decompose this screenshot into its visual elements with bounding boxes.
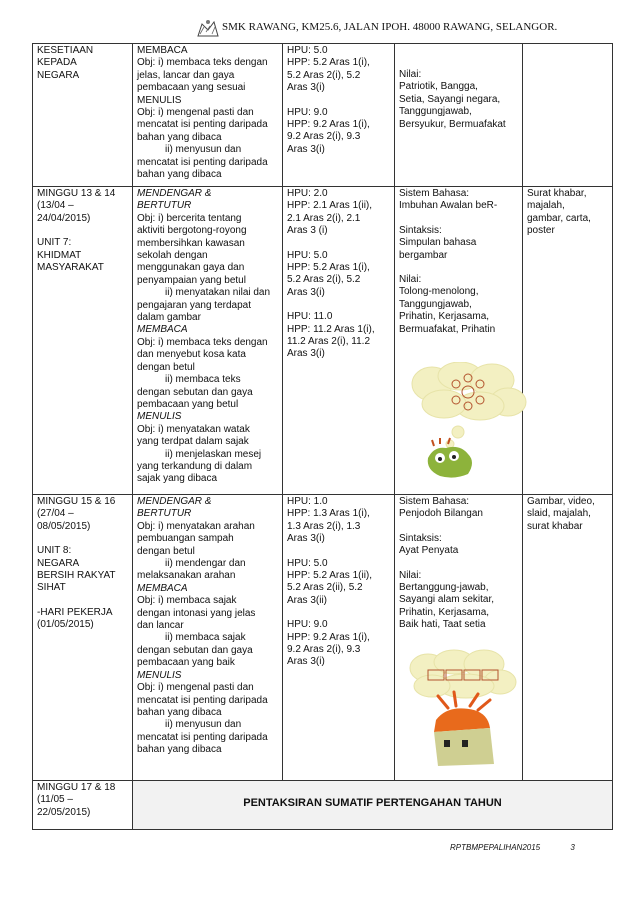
cell-line: 22/05/2015) [37, 806, 91, 818]
cell-line: Sistem Bahasa: [399, 496, 470, 507]
table-row [33, 44, 613, 187]
cell-line: HPP: 9.2 Aras 1(i), [287, 119, 370, 131]
cell-line: Setia, Sayangi negara, [399, 93, 501, 105]
cell-line: BERTUTUR [137, 508, 192, 520]
cell-line: ii) membaca sajak [165, 632, 246, 644]
cell-line: HPP: 5.2 Aras 1(i), [287, 57, 370, 69]
cell-line: HPU: 9.0 [287, 106, 328, 118]
cell-line: Nilai: [399, 569, 422, 581]
cell-line: HPU: 9.0 [287, 619, 328, 631]
cell-line: Prihatin, Kerjasama, [399, 311, 490, 323]
line-gap [399, 213, 518, 225]
notes-cell [395, 44, 523, 187]
line-gap [287, 95, 390, 107]
assessment-cell: PENTAKSIRAN SUMATIF PERTENGAHAN TAHUN [133, 781, 613, 830]
cell-line: Sintaksis: [399, 532, 442, 544]
cell-line: Penjodoh Bilangan [399, 508, 483, 520]
cell-line: UNIT 7: [37, 237, 72, 249]
cell-line: -HARI PEKERJA [37, 606, 113, 618]
materials-cell [523, 495, 613, 781]
cell-line: MENULIS [137, 411, 182, 423]
cell-line: NEGARA [37, 69, 80, 81]
cell-line: Aras 3(i) [287, 348, 325, 360]
cell-line: Aras 3 (i) [287, 225, 328, 237]
cell-line: dan lancar [137, 620, 184, 632]
cell-line: penyampaian yang betul [137, 274, 246, 286]
cell-line: Nilai: [399, 69, 422, 80]
robot-idea-illustration [408, 648, 520, 768]
table-row [33, 781, 613, 830]
cell-line: Aras 3(i) [287, 286, 325, 298]
line-gap [37, 533, 128, 545]
line-gap [287, 546, 390, 558]
line-gap [399, 262, 518, 274]
week-cell [33, 44, 133, 187]
cell-line: HPP: 1.3 Aras 1(i), [287, 508, 370, 520]
line-gap [399, 45, 518, 57]
cell-line: ii) menyatakan nilai dan [165, 287, 271, 299]
cell-line: KEPADA [37, 57, 77, 69]
cell-line: ii) mendengar dan [165, 558, 246, 570]
page-header [0, 12, 638, 42]
cell-line: sekolah dengan [137, 250, 208, 262]
cell-line: jelas, lancar dan gaya [137, 69, 235, 81]
cell-line: gambar, carta, [527, 212, 591, 224]
cell-line: dengan betul [137, 545, 195, 557]
table-row [33, 495, 613, 781]
cell-line: MINGGU 13 & 14 [37, 188, 116, 199]
cell-line: KESETIAAN [37, 45, 94, 56]
cell-line: aktiviti bergotong-royong [137, 225, 247, 237]
cell-line: BERTUTUR [137, 200, 192, 212]
hpu-cell [283, 44, 395, 187]
cell-line: 5.2 Aras 2(i), 5.2 [287, 69, 361, 81]
cell-line: Obj: i) menyatakan watak [137, 423, 250, 435]
cell-line: mencatat isi penting daripada [137, 119, 268, 131]
cell-line: SIHAT [37, 582, 66, 594]
cell-line: bahan yang dibaca [137, 169, 222, 181]
line-gap [37, 225, 128, 237]
cell-line: pembacaan yang betul [137, 398, 239, 410]
cell-line: MEMBACA [137, 324, 188, 336]
cell-line: Obj: i) membaca teks dengan [137, 336, 268, 348]
cell-line: 2.1 Aras 2(i), 2.1 [287, 212, 361, 224]
cell-line: sajak yang dibaca [137, 473, 218, 485]
cell-line: Prihatin, Kerjasama, [399, 606, 490, 618]
cell-line: HPU: 5.0 [287, 249, 328, 261]
cell-line: HPP: 5.2 Aras 1(ii), [287, 570, 373, 582]
cell-line: Bermuafakat, Prihatin [399, 323, 496, 335]
cell-line: MENULIS [137, 669, 182, 681]
cell-line: 9.2 Aras 2(i), 9.3 [287, 131, 361, 143]
cell-line: MASYARAKAT [37, 262, 104, 274]
cell-line: HPU: 5.0 [287, 557, 328, 569]
cell-line: mencatat isi penting daripada [137, 694, 268, 706]
materials-cell [523, 44, 613, 187]
cell-line: ii) membaca teks [165, 374, 241, 386]
cell-line: HPP: 11.2 Aras 1(i), [287, 323, 375, 335]
cell-line: dengan sebutan dan gaya [137, 386, 253, 398]
cell-line: membersihkan kawasan [137, 237, 245, 249]
cell-line: pembuangan sampah [137, 533, 234, 545]
cell-line: MEMBACA [137, 582, 188, 594]
cell-line: (13/04 – [37, 200, 74, 212]
cell-line: mencatat isi penting daripada [137, 156, 268, 168]
cell-line: dalam gambar [137, 312, 201, 324]
cell-line: Baik hati, Taat setia [399, 619, 486, 631]
footer-label: RPTBMPEPALIHAN2015 [450, 843, 541, 852]
cell-line: yang terdpat dalam sajak [137, 436, 249, 448]
cell-line: Bertanggung-jawab, [399, 582, 489, 594]
cell-line: Obj: i) membaca teks dengan [137, 57, 268, 69]
page-number: 3 [570, 843, 575, 852]
cell-line: Bersyukur, Bermuafakat [399, 118, 506, 130]
cell-line: bahan yang dibaca [137, 706, 222, 718]
line-gap [287, 607, 390, 619]
cell-line: majalah, [527, 200, 565, 212]
cell-line: NEGARA [37, 557, 80, 569]
cell-line: Simpulan bahasa [399, 237, 477, 249]
cell-line: ii) menyusun dan [165, 144, 242, 156]
cell-line: pembacaan yang baik [137, 657, 235, 669]
cell-line: Aras 3(i) [287, 82, 325, 94]
cell-line: yang terkandung di dalam [137, 460, 253, 472]
cell-line: melaksanakan arahan [137, 570, 236, 582]
page-footer [450, 843, 575, 852]
cell-line: 08/05/2015) [37, 520, 91, 532]
line-gap [287, 238, 390, 250]
cell-line: mencatat isi penting daripada [137, 731, 268, 743]
cell-line: HPP: 2.1 Aras 1(ii), [287, 200, 373, 212]
cell-line: Aras 3(i) [287, 533, 325, 545]
cell-line: Gambar, video, [527, 496, 595, 507]
cell-line: HPU: 11.0 [287, 311, 333, 323]
activities-cell [133, 187, 283, 495]
line-gap [399, 558, 518, 570]
cell-line: HPU: 2.0 [287, 188, 328, 199]
cell-line: MEMBACA [137, 45, 188, 56]
cell-line: 9.2 Aras 2(i), 9.3 [287, 644, 361, 656]
cell-line: BERSIH RAKYAT [37, 570, 116, 582]
cell-line: pengajaran yang terdapat [137, 299, 251, 311]
cell-line: 5.2 Aras 2(i), 5.2 [287, 274, 361, 286]
hpu-cell [283, 495, 395, 781]
cell-line: poster [527, 225, 555, 237]
cell-line: Obj: i) mengenal pasti dan [137, 107, 254, 119]
cell-line: 5.2 Aras 2(ii), 5.2 [287, 582, 363, 594]
cell-line: ii) menjelaskan mesej [165, 448, 262, 460]
cell-line: Tolong-menolong, [399, 286, 479, 298]
cell-line: Imbuhan Awalan beR- [399, 200, 498, 212]
cell-line: Aras 3(i) [287, 143, 325, 155]
cell-line: Sistem Bahasa: [399, 188, 470, 199]
school-address: SMK RAWANG, KM25.6, JALAN IPOH. 48000 RAWANG, SELANGOR. [222, 21, 558, 33]
cell-line: Obj: i) mengenal pasti dan [137, 682, 254, 694]
cell-line: Ayat Penyata [399, 545, 459, 557]
cell-line: dengan sebutan dan gaya [137, 644, 253, 656]
cell-line: 11.2 Aras 2(i), 11.2 [287, 336, 371, 348]
cell-line: (27/04 – [37, 508, 74, 520]
cell-line: MINGGU 17 & 18 [37, 782, 116, 793]
cell-line: KHIDMAT [37, 249, 82, 261]
cell-line: ii) menyusun dan [165, 719, 242, 731]
cell-line: pembacaan yang sesuai [137, 82, 246, 94]
week-cell [33, 495, 133, 781]
cell-line: HPU: 1.0 [287, 496, 328, 507]
cell-line: Obj: i) bercerita tentang [137, 212, 242, 224]
cell-line: 24/04/2015) [37, 212, 91, 224]
cell-line: dengan intonasi yang jelas [137, 607, 256, 619]
activities-cell [133, 44, 283, 187]
activities-cell [133, 495, 283, 781]
cell-line: HPP: 9.2 Aras 1(i), [287, 631, 370, 643]
cell-line: dan menyebut kosa kata [137, 349, 246, 361]
cell-line: MINGGU 15 & 16 [37, 496, 116, 507]
cell-line: Obj: i) menyatakan arahan [137, 520, 255, 532]
cell-line: Aras 3(i) [287, 656, 325, 668]
cell-line: (01/05/2015) [37, 619, 94, 631]
cell-line: Surat khabar, [527, 188, 587, 199]
line-gap [399, 57, 518, 69]
line-gap [37, 595, 128, 607]
cell-line: menggunakan gaya dan [137, 262, 245, 274]
thinking-cloud-illustration [410, 362, 530, 480]
cell-line: (11/05 – [37, 794, 73, 806]
cell-line: surat khabar [527, 520, 583, 532]
cell-line: bahan yang dibaca [137, 131, 222, 143]
cell-line: 1.3 Aras 2(i), 1.3 [287, 520, 361, 532]
cell-line: slaid, majalah, [527, 508, 591, 520]
cell-line: MENDENGAR & [137, 188, 212, 199]
cell-line: dengan betul [137, 361, 195, 373]
cell-line: Patriotik, Bangga, [399, 81, 478, 93]
cell-line: HPU: 5.0 [287, 45, 328, 56]
cell-line: Sintaksis: [399, 224, 442, 236]
cell-line: Tanggungjawab, [399, 106, 472, 118]
cell-line: Aras 3(ii) [287, 594, 328, 606]
cell-line: Tanggungjawab, [399, 298, 472, 310]
cell-line: UNIT 8: [37, 545, 72, 557]
school-crest-icon [196, 18, 220, 38]
cell-line: bergambar [399, 249, 448, 261]
week-cell [33, 781, 133, 830]
line-gap [287, 299, 390, 311]
cell-line: Nilai: [399, 274, 422, 286]
week-cell [33, 187, 133, 495]
cell-line: Sayangi alam sekitar, [399, 594, 495, 606]
cell-line: MENULIS [137, 94, 182, 106]
cell-line: MENDENGAR & [137, 496, 212, 507]
line-gap [399, 521, 518, 533]
cell-line: HPP: 5.2 Aras 1(i), [287, 262, 370, 274]
materials-cell [523, 187, 613, 495]
hpu-cell [283, 187, 395, 495]
cell-line: bahan yang dibaca [137, 744, 222, 756]
cell-line: Obj: i) membaca sajak [137, 595, 237, 607]
